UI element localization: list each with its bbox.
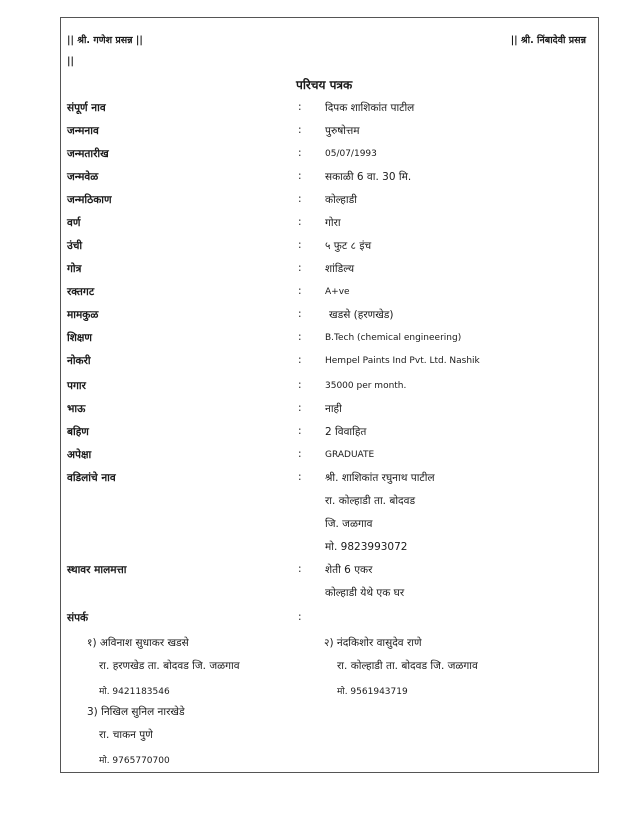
contact-phone: मो. 9765770700	[99, 756, 170, 766]
field-colon: :	[298, 379, 302, 391]
contact-name: 3) निखिल सुनिल नारखेडे	[87, 706, 185, 718]
field-label: संपर्क	[67, 612, 89, 624]
field-value-continued: रा. कोल्हाडी ता. बोदवड	[325, 495, 416, 507]
field-value: Hempel Paints Ind Pvt. Ltd. Nashik	[325, 356, 480, 366]
field-colon: :	[298, 471, 302, 483]
field-colon: :	[298, 124, 302, 136]
field-colon: :	[298, 170, 302, 182]
field-label: जन्मनाव	[67, 125, 99, 137]
field-label: जन्मठिकाण	[67, 194, 112, 206]
field-label: उंची	[67, 240, 83, 252]
field-value-continued: जि. जळगाव	[325, 518, 373, 530]
field-value: श्री. शाशिकांत रघुनाथ पाटील	[325, 472, 435, 484]
field-colon: :	[298, 285, 302, 297]
page-title: परिचय पत्रक	[296, 78, 353, 92]
field-colon: :	[298, 262, 302, 274]
field-label: अपेक्षा	[67, 449, 92, 461]
field-label: जन्मवेळ	[67, 171, 99, 183]
field-value: पुरुषोत्तम	[325, 125, 360, 137]
field-value: कोल्हाडी	[325, 194, 357, 206]
contact-phone: मो. 9561943719	[337, 687, 408, 697]
field-value: 35000 per month.	[325, 381, 407, 391]
field-value: B.Tech (chemical engineering)	[325, 333, 462, 343]
field-colon: :	[298, 101, 302, 113]
field-colon: :	[298, 563, 302, 575]
contact-address: रा. चाकन पुणे	[99, 729, 153, 741]
field-value-continued: कोल्हाडी येथे एक घर	[325, 587, 405, 599]
field-label: मामकुळ	[67, 309, 99, 321]
field-colon: :	[298, 425, 302, 437]
biodata-page	[60, 17, 599, 773]
contact-address: रा. कोल्हाडी ता. बोदवड जि. जळगाव	[337, 660, 478, 672]
field-label: बहिण	[67, 426, 89, 438]
field-colon: :	[298, 308, 302, 320]
header-right-invocation: || श्री. निंबादेवी प्रसन्न	[510, 35, 586, 46]
field-value: नाही	[325, 403, 342, 415]
header-second-line: ||	[67, 56, 74, 67]
field-colon: :	[298, 611, 302, 623]
field-value: सकाळी 6 वा. 30 मि.	[325, 171, 412, 183]
field-colon: :	[298, 239, 302, 251]
field-value: GRADUATE	[325, 450, 375, 460]
field-label: नोकरी	[67, 355, 91, 367]
field-value: दिपक शाशिकांत पाटील	[325, 102, 415, 114]
field-value: ५ फुट ८ इंच	[325, 240, 372, 252]
field-value-continued: मो. 9823993072	[325, 541, 408, 553]
field-value: A+ve	[325, 287, 350, 297]
field-value: शेती 6 एकर	[325, 564, 373, 576]
field-label: वडिलांचे नाव	[67, 472, 116, 484]
field-value: गोरा	[325, 217, 341, 229]
field-label: जन्मतारीख	[67, 148, 109, 160]
field-label: शिक्षण	[67, 332, 92, 344]
field-colon: :	[298, 448, 302, 460]
field-label: गोत्र	[67, 263, 82, 275]
contact-phone: मो. 9421183546	[99, 687, 170, 697]
field-colon: :	[298, 354, 302, 366]
field-label: भाऊ	[67, 403, 86, 415]
header-left-invocation: || श्री. गणेश प्रसन्न ||	[67, 35, 143, 46]
field-value: खडसे (हरणखेड)	[329, 309, 394, 321]
field-colon: :	[298, 147, 302, 159]
field-colon: :	[298, 402, 302, 414]
field-label: स्थावर मालमत्ता	[67, 564, 127, 576]
field-colon: :	[298, 331, 302, 343]
field-label: संपूर्ण नाव	[67, 102, 106, 114]
field-label: वर्ण	[67, 217, 81, 229]
field-label: पगार	[67, 380, 86, 392]
field-colon: :	[298, 193, 302, 205]
contact-address: रा. हरणखेड ता. बोदवड जि. जळगाव	[99, 660, 240, 672]
contact-name: २) नंदकिशोर वासुदेव राणे	[324, 637, 422, 649]
field-value: 05/07/1993	[325, 149, 377, 159]
field-value: शांडिल्य	[325, 263, 355, 275]
field-label: रक्तगट	[67, 286, 95, 298]
field-value: 2 विवाहित	[325, 426, 367, 438]
contact-name: १) अविनाश सुधाकर खडसे	[87, 637, 189, 649]
field-colon: :	[298, 216, 302, 228]
